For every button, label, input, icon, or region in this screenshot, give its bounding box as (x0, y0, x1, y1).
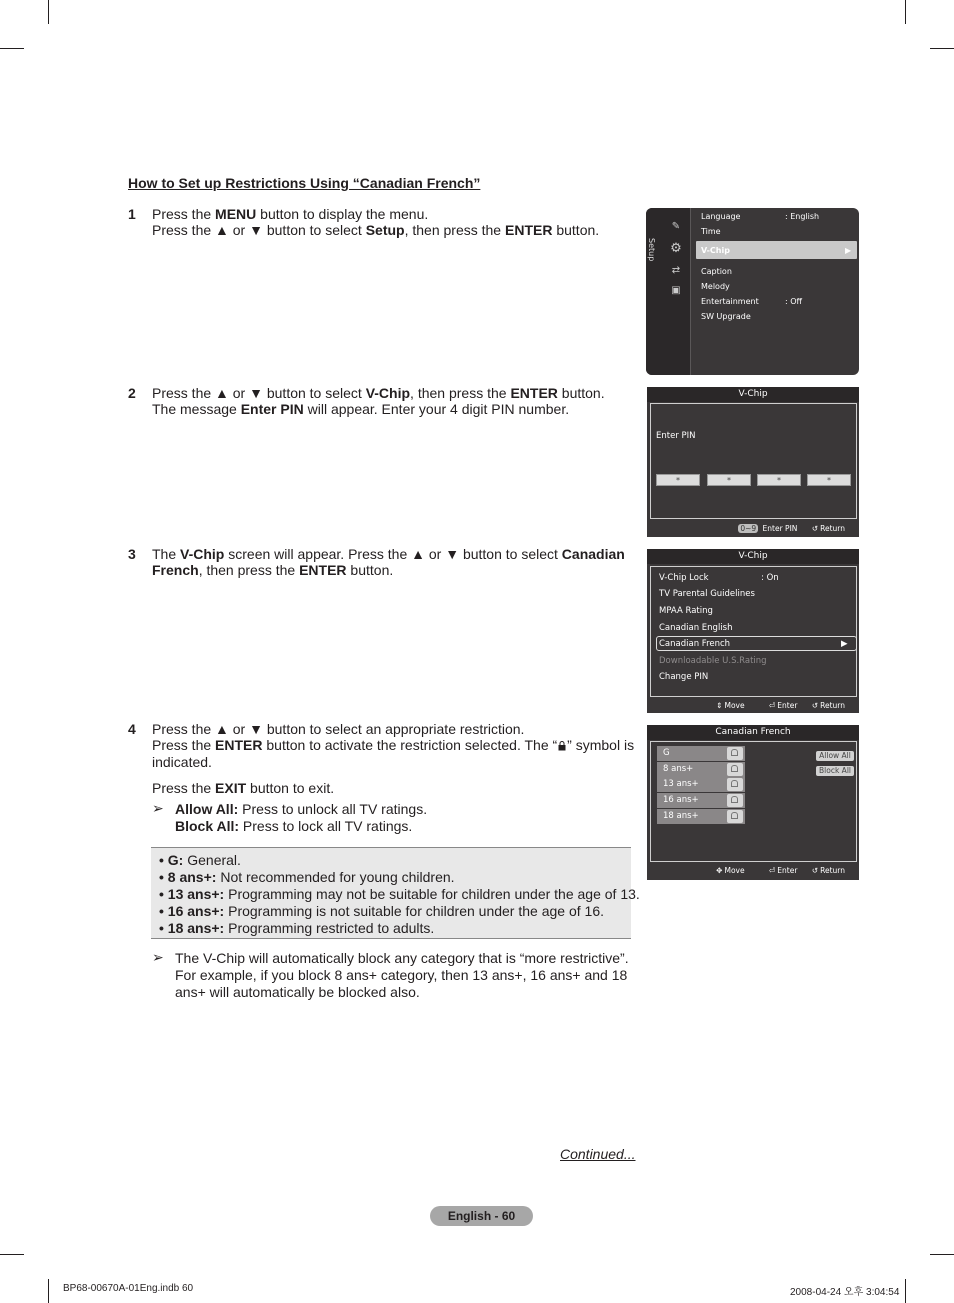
rating-def-g: • G: General. (159, 852, 241, 868)
menu-item-melody[interactable]: Melody (701, 282, 730, 291)
footer-return: Return (820, 701, 845, 710)
lock-icon[interactable] (727, 747, 743, 760)
menu-item-time[interactable]: Time (701, 227, 721, 236)
enter-icon: ⏎ (768, 866, 776, 875)
menu-item-caption[interactable]: Caption (701, 267, 732, 276)
ratings-panel (650, 741, 857, 862)
setup-side-label: Setup (647, 238, 656, 262)
application-icon: ▣ (671, 285, 681, 296)
step-4-line-4: Press the EXIT button to exit. (152, 780, 335, 796)
footer-enter-pin: Enter PIN (762, 524, 798, 533)
rating-def-18: • 18 ans+: Programming restricted to adults. (159, 920, 435, 936)
step-4-line-3: indicated. (152, 754, 212, 770)
setup-gear-icon: ⚙ (670, 241, 682, 256)
ratings-note-box (151, 847, 640, 939)
input-icon: ⇄ (671, 265, 681, 276)
menu-value-entertainment: : Off (785, 297, 803, 306)
lock-icon[interactable] (727, 778, 743, 791)
page-number-badge: English - 60 (430, 1206, 533, 1226)
allow-all-note: Allow All: Press to unlock all TV ratings. (175, 801, 428, 817)
enter-pin-label: Enter PIN (656, 431, 696, 441)
rating-def-8: • 8 ans+: Not recommended for young children. (159, 869, 455, 885)
vchip-screen (647, 549, 859, 713)
rating-row-16[interactable]: 16 ans+ (657, 793, 745, 808)
auto-note-line-3: ans+ will automatically be blocked also. (175, 984, 420, 1000)
menu-item-entertainment[interactable]: Entertainment (701, 297, 759, 306)
allow-all-button[interactable]: Allow All (816, 751, 854, 761)
selected-arrow-icon: ▶ (841, 639, 848, 649)
pin-digit-2[interactable]: * (707, 474, 751, 486)
step-number: 3 (128, 546, 136, 562)
return-icon: ↺ (811, 524, 819, 533)
auto-note-line-2: For example, if you block 8 ans+ category, then 13 ans+, 16 ans+ and 18 (175, 967, 628, 983)
footer-enter: Enter (777, 701, 798, 710)
menu-divider (690, 208, 691, 375)
lock-icon[interactable] (727, 763, 743, 776)
vchip-item-canadian-english[interactable]: Canadian English (659, 623, 733, 633)
return-icon: ↺ (811, 866, 819, 875)
menu-item-sw-upgrade[interactable]: SW Upgrade (701, 312, 751, 321)
canadian-french-screen (647, 725, 859, 880)
vchip-item-change-pin[interactable]: Change PIN (659, 672, 709, 682)
step-3-line-2: French, then press the ENTER button. (152, 562, 394, 578)
crop-mark (930, 1254, 954, 1255)
lock-icon[interactable] (727, 794, 743, 807)
step-1-line-1: Press the MENU button to display the menu. (152, 206, 429, 222)
section-title: How to Set up Restrictions Using “Canadian French” (128, 175, 481, 191)
screen-footer (738, 524, 845, 533)
rating-row-18[interactable]: 18 ans+ (657, 809, 745, 824)
vchip-item-canadian-french[interactable]: Canadian French (659, 639, 731, 649)
crop-mark (905, 1279, 906, 1303)
pin-digit-1[interactable]: * (656, 474, 700, 486)
rating-def-16: • 16 ans+: Programming is not suitable for children under the age of 16. (159, 903, 604, 919)
step-number: 2 (128, 385, 136, 401)
auto-note-line-1: The V-Chip will automatically block any category that is “more restrictive”. (175, 950, 629, 966)
rating-def-13: • 13 ans+: Programming may not be suitable for children under the age of 13. (159, 886, 640, 902)
number-keys-badge: 0~9 (740, 524, 757, 533)
print-timestamp: 2008-04-24 오후 3:04:54 (790, 1287, 900, 1298)
step-number: 4 (128, 721, 136, 737)
rating-row-g[interactable]: G (657, 746, 745, 761)
block-all-button[interactable]: Block All (816, 766, 854, 776)
screen-footer (716, 701, 845, 710)
crop-mark (48, 1279, 49, 1303)
vchip-value-lock: : On (761, 573, 779, 583)
menu-item-vchip[interactable]: V-Chip (701, 246, 730, 255)
footer-enter: Enter (777, 866, 798, 875)
crop-mark (0, 1254, 24, 1255)
enter-pin-screen (647, 387, 859, 537)
lock-icon[interactable] (727, 810, 743, 823)
note-arrow-icon: ➢ (152, 949, 164, 965)
selected-arrow-icon: ▶ (845, 246, 852, 255)
vchip-item-mpaa[interactable]: MPAA Rating (659, 606, 713, 616)
vchip-panel (650, 566, 857, 697)
step-2-line-2: The message Enter PIN will appear. Enter your 4 digit PIN number. (152, 401, 570, 417)
screen-header: Canadian French (647, 725, 859, 740)
rating-row-13[interactable]: 13 ans+ (657, 777, 745, 792)
file-name: BP68-00670A-01Eng.indb 60 (63, 1283, 194, 1294)
crop-mark (905, 0, 906, 24)
block-all-note: Block All: Press to lock all TV ratings. (175, 818, 413, 834)
vchip-item-downloadable: Downloadable U.S.Rating (659, 656, 767, 666)
move-icon: ⇕ (716, 701, 723, 710)
crop-mark (48, 0, 49, 24)
note-arrow-icon: ➢ (152, 800, 164, 816)
screen-footer (716, 866, 845, 875)
step-4-line-1: Press the ▲ or ▼ button to select an appropriate restriction. (152, 721, 525, 737)
picture-icon: ✎ (671, 221, 681, 232)
step-3-line-1: The V-Chip screen will appear. Press the ▲ or ▼ button to select Canadian (152, 546, 625, 562)
menu-value-language: : English (785, 212, 820, 221)
step-number: 1 (128, 206, 136, 222)
pin-digit-4[interactable]: * (807, 474, 851, 486)
footer-return: Return (820, 524, 845, 533)
return-icon: ↺ (811, 701, 819, 710)
screen-header: V-Chip (647, 387, 859, 402)
footer-return: Return (820, 866, 845, 875)
vchip-item-tv-parental[interactable]: TV Parental Guidelines (659, 589, 755, 599)
continued-label: Continued... (560, 1146, 636, 1162)
screen-header: V-Chip (647, 549, 859, 564)
setup-sidebar (646, 208, 690, 375)
enter-icon: ⏎ (768, 701, 776, 710)
setup-menu-screen (646, 208, 859, 375)
crop-mark (0, 48, 24, 49)
rating-row-8[interactable]: 8 ans+ (657, 762, 745, 777)
footer-move: Move (724, 866, 745, 875)
vchip-item-lock[interactable]: V-Chip Lock (659, 573, 709, 583)
pin-panel (650, 403, 857, 519)
footer-move: Move (724, 701, 745, 710)
crop-mark (930, 48, 954, 49)
lock-icon (558, 738, 566, 747)
move-icon: ✥ (716, 866, 723, 875)
step-1-line-2: Press the ▲ or ▼ button to select Setup, then press the ENTER button. (152, 222, 600, 238)
step-4-line-2: Press the ENTER button to activate the restriction selected. The “ ” symbol is (152, 737, 635, 753)
step-2-line-1: Press the ▲ or ▼ button to select V-Chip, then press the ENTER button. (152, 385, 605, 401)
pin-digit-3[interactable]: * (757, 474, 801, 486)
menu-item-language[interactable]: Language (701, 212, 741, 221)
